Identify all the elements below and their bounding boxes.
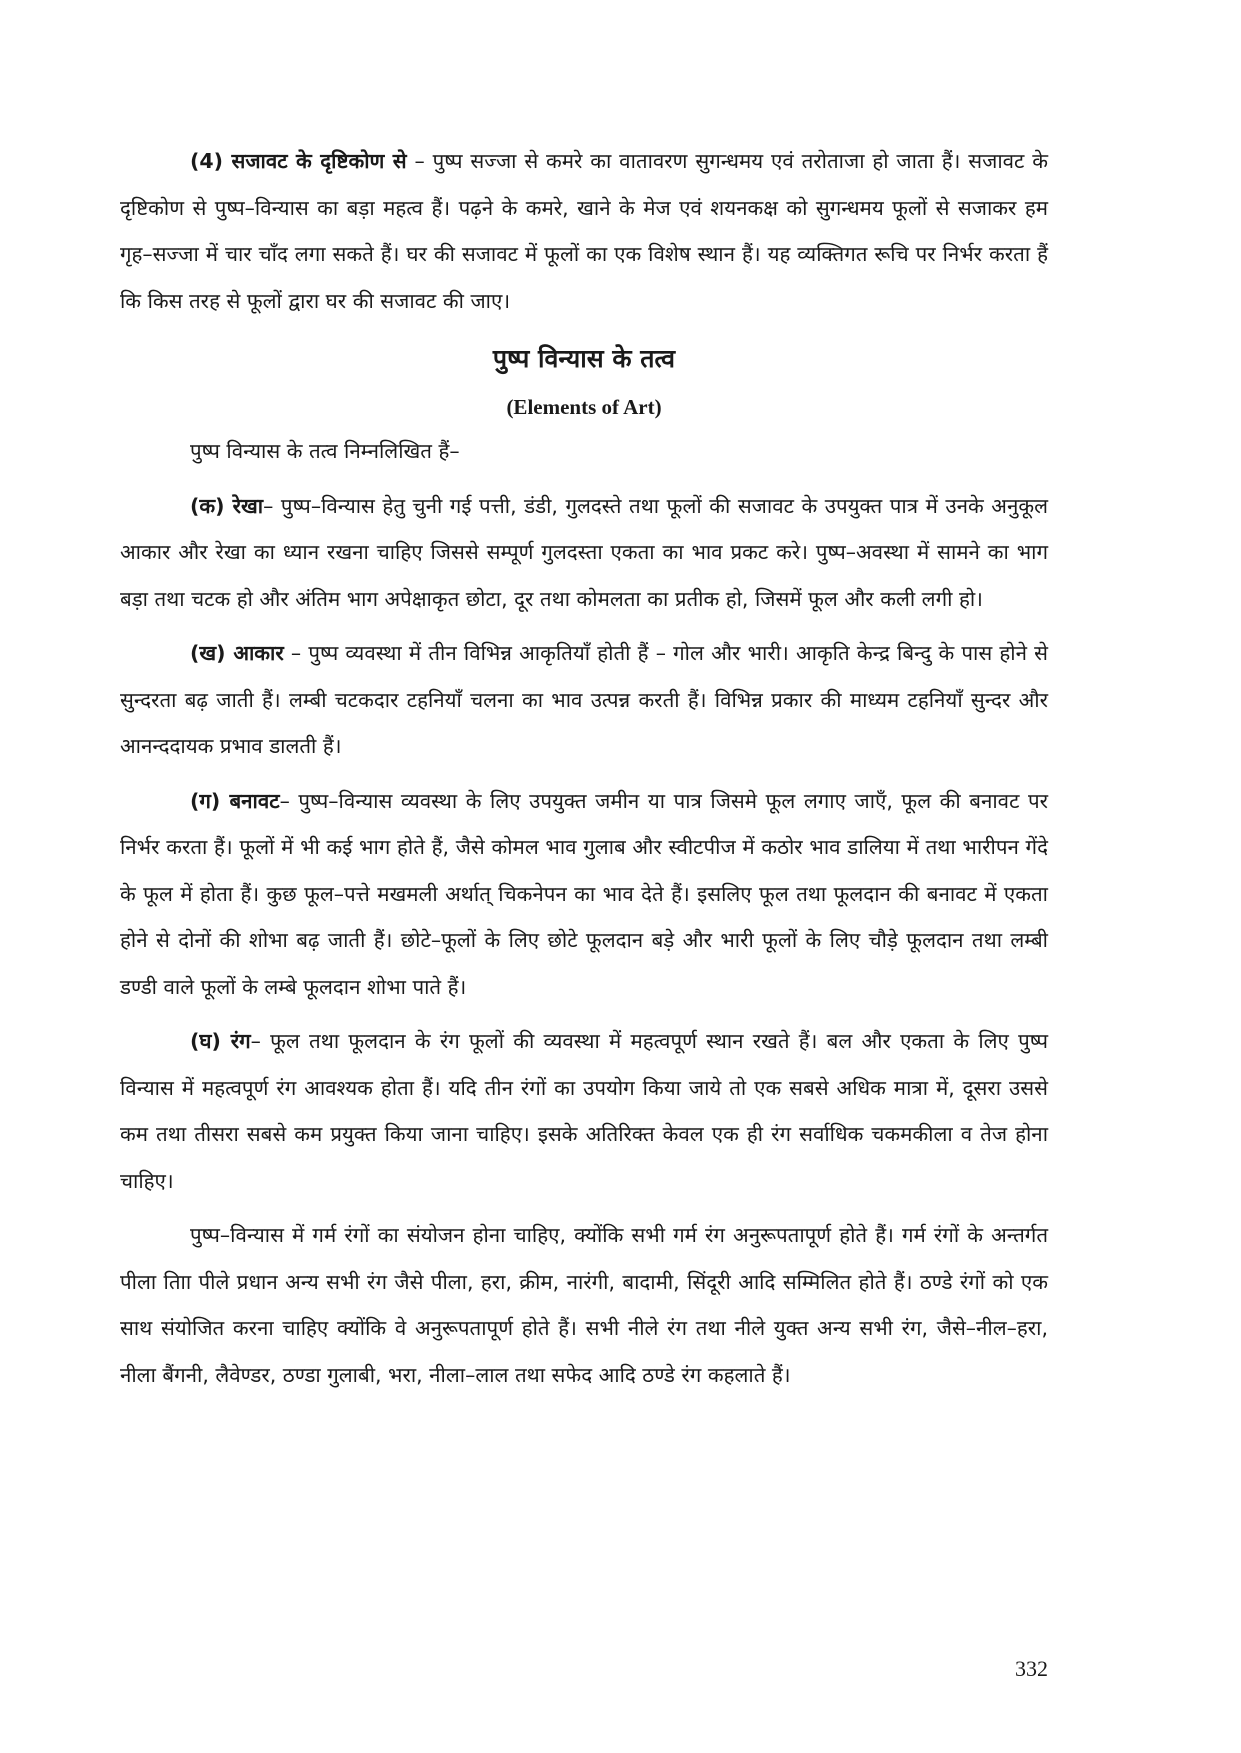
shape-paragraph [120, 630, 1048, 770]
page-number: 332 [1015, 1656, 1048, 1681]
warm-cool-paragraph: पुष्प–विन्यास में गर्म रंगों का संयोजन होना चाहिए, क्योंकि सभी गर्म रंग अनुरूपतापूर्ण होते हैं। गर्म रंगों के अन्तर्गत पीला तािा पीले प्रधान अन्य सभी रंग जैसे पीला, हरा, क्रीम, नारंगी, बादामी, सिंदूरी आदि सम्मिलित होते हैं। ठण्डे रंगों को एक साथ संयोजित करना चाहिए क्योंकि वे अनुरूपतापूर्ण होते हैं। सभी नीले रंग तथा नीले युक्त अन्य सभी रंग, जैसे–नील–हरा, नीला बैंगनी, लैवेण्डर, ठण्डा गुलाबी, भरा, नीला–लाल तथा सफेद आदि ठण्डे रंग कहलाते हैं। [120, 1223, 1048, 1387]
line-text: – पुष्प–विन्यास हेतु चुनी गई पत्ती, डंडी, गुलदस्ते तथा फूलों की सजावट के उपयुक्त पात्र में उनके अनुकूल आकार और रेखा का ध्यान रखना चाहिए जिससे सम्पूर्ण गुलदस्ता एकता का भाव प्रकट करे। पुष्प–अवस्था में सामने का भाग बड़ा तथा चटक हो और अंतिम भाग अपेक्षाकृत छोटा, दूर तथा कोमलता का प्रतीक हो, जिसमें फूल और कली लगी हो। [120, 493, 1048, 611]
texture-paragraph [120, 778, 1048, 1011]
line-lead: (क) रेखा [190, 493, 264, 518]
decoration-lead: (4) सजावट के दृष्टिकोण से [190, 149, 407, 173]
shape-text: – पुष्प व्यवस्था में तीन विभिन्न आकृतियाँ होती हैं – गोल और भारी। आकृति केन्द्र बिन्दु के पास होने से सुन्दरता बढ़ जाती हैं। लम्बी चटकदार टहनियाँ चलना का भाव उत्पन्न करती हैं। विभिन्न प्रकार की माध्यम टहनियाँ सुन्दर और आनन्ददायक प्रभाव डालती हैं। [120, 641, 1048, 758]
color-paragraph [120, 1018, 1048, 1204]
texture-text: – पुष्प–विन्यास व्यवस्था के लिए उपयुक्त जमीन या पात्र जिसमे फूल लगाए जाएँ, फूल की बनावट पर निर्भर करता हैं। फूलों में भी कई भाग होते हैं, जैसे कोमल भाव गुलाब और स्वीटपीज में कठोर भाव डालिया में तथा भारीपन गेंदे के फूल में होता हैं। कुछ फूल–पत्ते मखमली अर्थात् चिकनेपन का भाव देते हैं। इसलिए फूल तथा फूलदान की बनावट में एकता होने से दोनों की शोभा बढ़ जाती हैं। छोटे–फूलों के लिए छोटे फूलदान बड़े और भारी फूलों के लिए चौड़े फूलदान तथा लम्बी डण्डी वाले फूलों के लम्बे फूलदान शोभा पाते हैं। [120, 788, 1048, 999]
decoration-paragraph [120, 138, 1048, 324]
section-subheading: (Elements of Art) [506, 395, 662, 419]
line-paragraph [120, 483, 1048, 623]
section-heading: पुष्प विन्यास के तत्व [492, 344, 676, 373]
page-content [120, 138, 1048, 1398]
color-lead: (घ) रंग [190, 1029, 251, 1053]
color-text: – फूल तथा फूलदान के रंग फूलों की व्यवस्था में महत्वपूर्ण स्थान रखते हैं। बल और एकता के लिए पुष्प विन्यास में महत्वपूर्ण रंग आवश्यक होता हैं। यदि तीन रंगों का उपयोग किया जाये तो एक सबसे अधिक मात्रा में, दूसरा उससे कम तथा तीसरा सबसे कम प्रयुक्त किया जाना चाहिए। इसके अतिरिक्त केवल एक ही रंग सर्वाधिक चकमकीला व तेज होना चाहिए। [120, 1029, 1049, 1193]
shape-lead: (ख) आकार [190, 641, 284, 665]
texture-lead: (ग) बनावट [190, 788, 280, 813]
decoration-text: – पुष्प सज्जा से कमरे का वातावरण सुगन्धमय एवं तरोताजा हो जाता हैं। सजावट के दृष्टिकोण से पुष्प–विन्यास का बड़ा महत्व हैं। पढ़ने के कमरे, खाने के मेज एवं शयनकक्ष को सुगन्धमय फूलों से सजाकर हम गृह–सज्जा में चार चाँद लगा सकते हैं। घर की सजावट में फूलों का एक विशेष स्थान हैं। यह व्यक्तिगत रूचि पर निर्भर करता हैं कि किस तरह से फूलों द्वारा घर की सजावट की जाए। [120, 149, 1048, 313]
intro-paragraph: पुष्प विन्यास के तत्व निम्नलिखित हैं– [190, 439, 460, 463]
